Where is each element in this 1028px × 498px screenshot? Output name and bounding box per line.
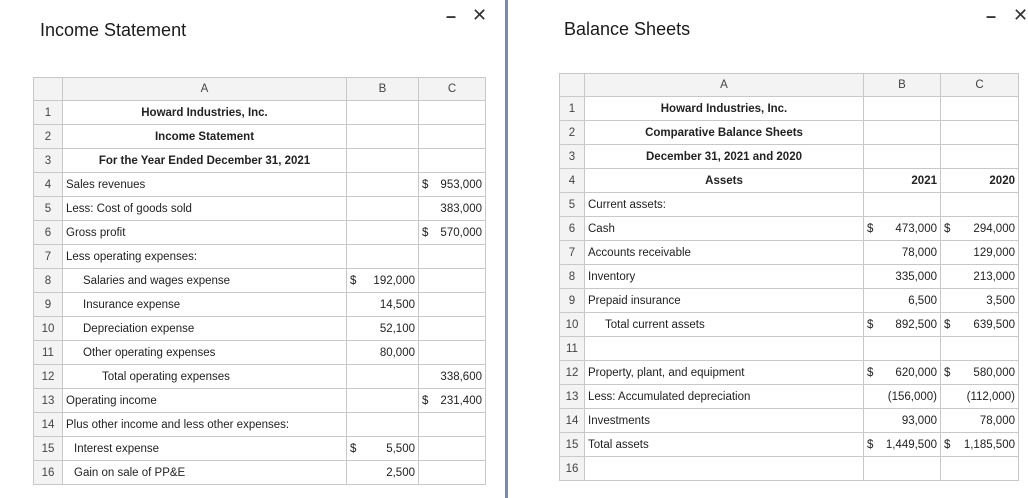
cell-a[interactable]: Comparative Balance Sheets [585,121,864,145]
cell-b[interactable] [347,365,419,389]
dollar-sign: $ [867,366,874,379]
cell-value: 231,400 [440,394,482,407]
cell-b[interactable] [864,169,941,193]
dollar-sign: $ [867,318,874,331]
row-number: 16 [34,461,63,485]
cell-c[interactable] [941,457,1019,481]
cell-c[interactable] [419,341,486,365]
cell-value: 213,000 [973,270,1015,283]
cell-a[interactable]: Gain on sale of PP&E [63,461,347,485]
row-number: 11 [34,341,63,365]
cell-a[interactable]: Accounts receivable [585,241,864,265]
cell-b[interactable] [347,317,419,341]
sheet-row [34,413,486,437]
cell-c[interactable] [419,173,486,197]
sheet-row [34,101,486,125]
cell-value: 892,500 [895,318,937,331]
cell-c[interactable] [419,437,486,461]
cell-value: 5,500 [386,442,415,455]
cell-c[interactable] [419,365,486,389]
row-number: 9 [34,293,63,317]
dollar-sign: $ [944,366,951,379]
cell-value: 580,000 [973,366,1015,379]
dollar-sign: $ [422,394,429,407]
row-number: 14 [34,413,63,437]
cell-b[interactable] [347,389,419,413]
cell-a[interactable]: Howard Industries, Inc. [63,101,347,125]
row-number: 2 [34,125,63,149]
row-number: 5 [560,193,585,217]
cell-b[interactable] [864,193,941,217]
cell-a[interactable]: Income Statement [63,125,347,149]
cell-c[interactable] [941,433,1019,457]
cell-b[interactable] [864,337,941,361]
cell-b[interactable] [347,293,419,317]
cell-b[interactable] [864,409,941,433]
cell-c[interactable] [941,193,1019,217]
cell-c[interactable] [419,413,486,437]
column-header-c: C [941,74,1019,97]
cell-a[interactable]: Inventory [585,265,864,289]
cell-c[interactable] [419,317,486,341]
cell-b[interactable] [864,385,941,409]
sheet-row [560,121,1019,145]
sheet-row [34,269,486,293]
cell-value: 78,000 [901,246,937,259]
cell-c[interactable] [419,125,486,149]
cell-value: (112,000) [966,390,1015,403]
cell-c[interactable] [419,101,486,125]
balance-sheets-window [510,0,1028,498]
sheet-row [34,197,486,221]
cell-value: 1,185,500 [963,438,1015,451]
cell-a[interactable]: Less: Cost of goods sold [63,197,347,221]
cell-c[interactable] [419,245,486,269]
cell-b[interactable] [864,241,941,265]
cell-b[interactable] [347,245,419,269]
cell-b[interactable] [347,221,419,245]
sheet-row [560,217,1019,241]
sheet-row [560,457,1019,481]
row-number: 6 [34,221,63,245]
cell-b[interactable] [864,145,941,169]
sheet-row [34,221,486,245]
sheet-row [34,341,486,365]
row-number: 12 [560,361,585,385]
cell-value: 78,000 [979,414,1015,427]
dollar-sign: $ [350,442,357,455]
dollar-sign: $ [422,178,429,191]
row-number: 11 [560,337,585,361]
cell-a[interactable]: Howard Industries, Inc. [585,97,864,121]
window-divider [503,0,510,498]
sheet-row [34,365,486,389]
corner-cell [34,78,63,101]
cell-value: 52,100 [379,322,415,335]
sheet-row [560,385,1019,409]
column-header-a: A [63,78,347,101]
row-number: 15 [34,437,63,461]
cell-a[interactable]: Less: Accumulated depreciation [585,385,864,409]
cell-c[interactable] [941,145,1019,169]
cell-b[interactable] [347,269,419,293]
row-number: 1 [560,97,585,121]
sheet-row [34,245,486,269]
cell-a[interactable] [585,457,864,481]
cell-b[interactable] [864,457,941,481]
cell-a[interactable]: Gross profit [63,221,347,245]
cell-a[interactable]: Total assets [585,433,864,457]
dollar-sign: $ [867,222,874,235]
sheet-row [560,433,1019,457]
cell-c[interactable] [419,149,486,173]
row-number: 3 [34,149,63,173]
sheet-row [560,409,1019,433]
dollar-sign: $ [350,274,357,287]
sheet-row [34,317,486,341]
cell-a[interactable]: Salaries and wages expense [63,269,347,293]
cell-a[interactable]: For the Year Ended December 31, 2021 [63,149,347,173]
cell-a[interactable]: Total current assets [585,313,864,337]
row-number: 13 [560,385,585,409]
cell-c[interactable] [941,289,1019,313]
cell-value: 93,000 [901,414,937,427]
cell-b[interactable] [864,265,941,289]
sheet-row [560,169,1019,193]
row-number: 12 [34,365,63,389]
cell-value: 639,500 [973,318,1015,331]
cell-b[interactable] [347,101,419,125]
cell-value: 473,000 [895,222,937,235]
close-icon[interactable]: ✕ [1013,5,1028,25]
balance-sheet-table [559,73,1019,481]
row-number: 8 [34,269,63,293]
cell-b[interactable] [864,313,941,337]
cell-value: 335,000 [895,270,937,283]
cell-c[interactable] [941,217,1019,241]
window-title: Income Statement [40,20,187,40]
cell-b[interactable] [864,433,941,457]
cell-value: 192,000 [373,274,415,287]
cell-value: 2021 [911,174,937,187]
cell-a[interactable]: Cash [585,217,864,241]
cell-c[interactable] [419,197,486,221]
cell-c[interactable] [941,361,1019,385]
row-number: 10 [560,313,585,337]
sheet-row [34,149,486,173]
cell-value: 1,449,500 [885,438,937,451]
cell-b[interactable] [864,289,941,313]
row-number: 1 [34,101,63,125]
row-number: 5 [34,197,63,221]
cell-c[interactable] [941,385,1019,409]
sheet-row [34,461,486,485]
column-header-b: B [347,78,419,101]
sheet-row [560,337,1019,361]
cell-c[interactable] [419,293,486,317]
sheet-row [34,437,486,461]
cell-value: 383,000 [440,202,482,215]
cell-c[interactable] [941,409,1019,433]
cell-c[interactable] [941,241,1019,265]
cell-b[interactable] [347,413,419,437]
cell-a[interactable]: Assets [585,169,864,193]
cell-value: 620,000 [895,366,937,379]
row-number: 16 [560,457,585,481]
row-number: 15 [560,433,585,457]
column-header-b: B [864,74,941,97]
cell-a[interactable]: Property, plant, and equipment [585,361,864,385]
cell-c[interactable] [941,313,1019,337]
cell-a[interactable]: Investments [585,409,864,433]
cell-a[interactable]: Operating income [63,389,347,413]
sheet-row [560,289,1019,313]
close-icon[interactable]: ✕ [472,5,488,25]
cell-c[interactable] [941,169,1019,193]
sheet-row [560,313,1019,337]
column-header-a: A [585,74,864,97]
cell-a[interactable]: Other operating expenses [63,341,347,365]
income-statement-table [33,77,486,485]
cell-c[interactable] [941,337,1019,361]
cell-c[interactable] [419,221,486,245]
income-statement-window [0,0,503,498]
cell-value: 2020 [989,174,1015,187]
dollar-sign: $ [944,318,951,331]
cell-c[interactable] [419,269,486,293]
window-title: Balance Sheets [564,19,691,39]
cell-b[interactable] [347,173,419,197]
cell-a[interactable]: Current assets: [585,193,864,217]
cell-b[interactable] [864,121,941,145]
cell-value: 294,000 [973,222,1015,235]
cell-value: 80,000 [379,346,415,359]
cell-value: 129,000 [973,246,1015,259]
cell-b[interactable] [864,361,941,385]
minimize-icon[interactable]: – [446,6,457,26]
row-number: 14 [560,409,585,433]
cell-value: 570,000 [440,226,482,239]
sheet-row [34,389,486,413]
row-number: 2 [560,121,585,145]
cell-b[interactable] [347,437,419,461]
cell-b[interactable] [347,149,419,173]
cell-c[interactable] [941,265,1019,289]
cell-b[interactable] [347,197,419,221]
row-number: 7 [34,245,63,269]
dollar-sign: $ [867,438,874,451]
cell-a[interactable]: Total operating expenses [63,365,347,389]
sheet-row [560,265,1019,289]
cell-value: 338,600 [440,370,482,383]
row-number: 6 [560,217,585,241]
cell-b[interactable] [864,217,941,241]
cell-a[interactable]: December 31, 2021 and 2020 [585,145,864,169]
dollar-sign: $ [944,222,951,235]
row-number: 8 [560,265,585,289]
minimize-icon[interactable]: – [986,6,997,26]
cell-a[interactable]: Insurance expense [63,293,347,317]
cell-a[interactable]: Sales revenues [63,173,347,197]
cell-value: (156,000) [887,390,937,403]
sheet-row [560,145,1019,169]
sheet-row [560,241,1019,265]
sheet-row [560,361,1019,385]
column-header-row [560,74,1019,97]
sheet-row [34,293,486,317]
column-header-c: C [419,78,486,101]
cell-b[interactable] [864,97,941,121]
cell-a[interactable] [585,337,864,361]
cell-value: 3,500 [986,294,1015,307]
cell-a[interactable]: Interest expense [63,437,347,461]
column-header-row [34,78,486,101]
sheet-row [34,173,486,197]
cell-c[interactable] [419,461,486,485]
row-number: 10 [34,317,63,341]
row-number: 3 [560,145,585,169]
row-number: 4 [34,173,63,197]
row-number: 13 [34,389,63,413]
cell-c[interactable] [941,121,1019,145]
row-number: 4 [560,169,585,193]
cell-b[interactable] [347,125,419,149]
cell-c[interactable] [941,97,1019,121]
cell-value: 14,500 [379,298,415,311]
row-number: 9 [560,289,585,313]
cell-a[interactable]: Plus other income and less other expenses: [63,413,347,437]
cell-value: 6,500 [908,294,937,307]
cell-a[interactable]: Prepaid insurance [585,289,864,313]
sheet-row [34,125,486,149]
cell-a[interactable]: Less operating expenses: [63,245,347,269]
sheet-row [560,97,1019,121]
sheet-row [560,193,1019,217]
cell-a[interactable]: Depreciation expense [63,317,347,341]
cell-b[interactable] [347,341,419,365]
dollar-sign: $ [944,438,951,451]
corner-cell [560,74,585,97]
cell-b[interactable] [347,461,419,485]
cell-c[interactable] [419,389,486,413]
row-number: 7 [560,241,585,265]
dollar-sign: $ [422,226,429,239]
cell-value: 953,000 [440,178,482,191]
cell-value: 2,500 [386,466,415,479]
